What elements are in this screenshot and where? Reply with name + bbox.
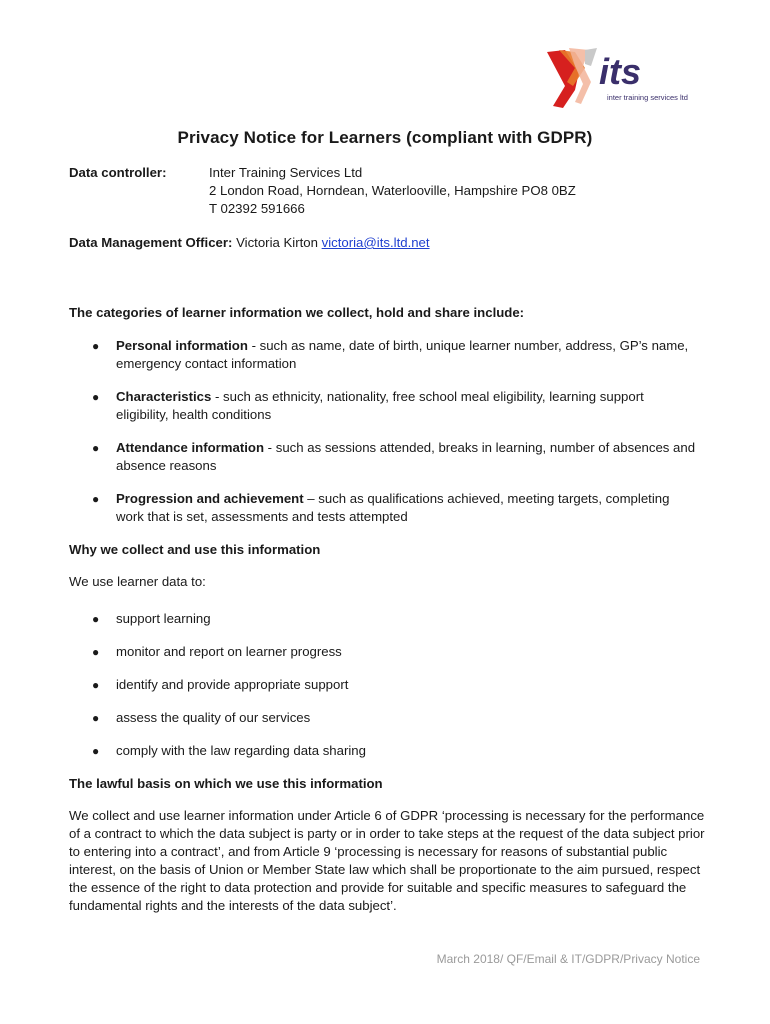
logo-swoosh-grey: [585, 48, 597, 66]
list-item: [92, 610, 697, 628]
list-item-text: support learning: [116, 611, 211, 626]
controller-name: Inter Training Services Ltd: [209, 165, 363, 180]
bullet-icon: ●: [92, 645, 100, 659]
item-desc: - such as sessions attended, breaks in learning, number of absences and absence reasons: [116, 440, 696, 473]
bullet-icon: ●: [92, 492, 100, 506]
list-item: [92, 643, 697, 661]
lawful-paragraph: We collect and use learner information under Article 6 of GDPR ‘processing is necessary for the performance of a contract to which the data subject is party or in order to take steps at the request of the data subject prior to entering into a contract’, and from Article 9 ‘processing is necessary for reasons of substantial public interest, on the basis of Union or Member State law which shall be proportionate to the aim pursued, respect the essence of the right to data protection and provide for suitable and specific measures to safeguard the fundamental rights and the interests of the data subject’.: [69, 808, 705, 913]
item-term: Characteristics: [116, 389, 212, 404]
list-item: [92, 676, 697, 694]
controller-label: Data controller:: [69, 165, 167, 180]
why-heading: Why we collect and use this information: [69, 542, 321, 557]
bullet-icon: ●: [92, 678, 100, 692]
list-item-text: assess the quality of our services: [116, 710, 311, 725]
bullet-icon: ●: [92, 339, 100, 353]
list-item-text: comply with the law regarding data sharing: [116, 743, 366, 758]
dmo-name: Victoria Kirton: [236, 235, 318, 250]
item-term: Attendance information: [116, 440, 264, 455]
bullet-icon: ●: [92, 441, 100, 455]
why-intro: We use learner data to:: [69, 574, 206, 589]
item-term: Personal information: [116, 338, 248, 353]
list-item: [92, 490, 697, 526]
bullet-icon: ●: [92, 711, 100, 725]
list-item: [92, 337, 697, 373]
bullet-icon: ●: [92, 612, 100, 626]
logo-tagline: inter training services ltd: [607, 93, 688, 102]
dmo-email-link[interactable]: victoria@its.ltd.net: [321, 235, 430, 250]
list-item-text: identify and provide appropriate support: [116, 677, 349, 692]
data-management-officer: [69, 234, 430, 252]
list-item: [92, 742, 697, 760]
item-desc: – such as qualifications achieved, meeting targets, completing work that is set, assessments and tests attempted: [116, 491, 670, 524]
bullet-icon: ●: [92, 744, 100, 758]
company-logo: [545, 46, 705, 112]
controller-details: [209, 164, 576, 218]
bullet-icon: ●: [92, 390, 100, 404]
page-title: Privacy Notice for Learners (compliant with GDPR): [177, 128, 593, 147]
list-item: [92, 388, 697, 424]
page-footer: March 2018/ QF/Email & IT/GDPR/Privacy Notice: [436, 952, 700, 966]
its-logo-graphic: [545, 46, 705, 112]
item-desc: - such as ethnicity, nationality, free school meal eligibility, learning support eligibility, health conditions: [116, 389, 644, 422]
item-term: Progression and achievement: [116, 491, 304, 506]
list-item-text: monitor and report on learner progress: [116, 644, 342, 659]
dmo-label: Data Management Officer:: [69, 235, 233, 250]
controller-address: 2 London Road, Horndean, Waterlooville, Hampshire PO8 0BZ: [209, 183, 576, 198]
list-item: [92, 439, 697, 475]
categories-heading: The categories of learner information we collect, hold and share include:: [69, 305, 525, 320]
list-item: [92, 709, 697, 727]
item-desc: - such as name, date of birth, unique learner number, address, GP’s name, emergency contact information: [116, 338, 689, 371]
logo-wordmark: its: [599, 51, 642, 92]
controller-phone: T 02392 591666: [209, 201, 305, 216]
lawful-heading: The lawful basis on which we use this information: [69, 776, 383, 791]
